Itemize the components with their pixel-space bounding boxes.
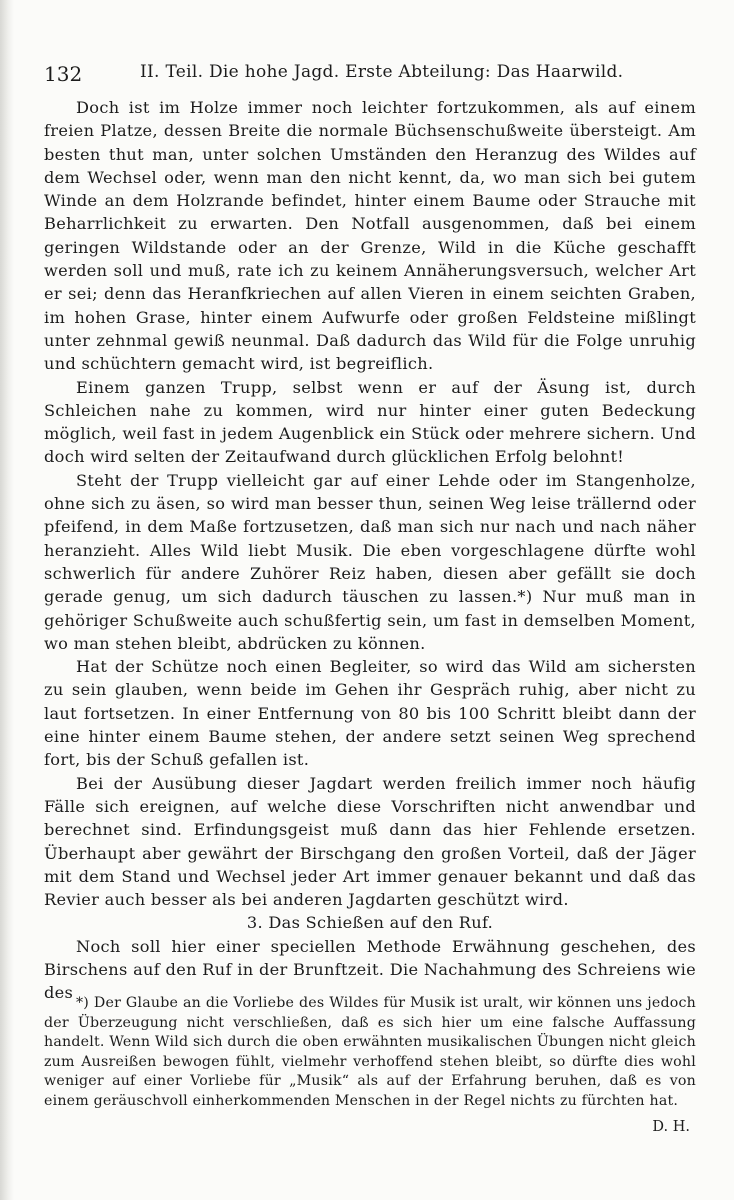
footnote-signature: D. H.	[652, 1119, 690, 1135]
paragraph: Doch ist im Holze immer noch leichter fortzukommen, als auf einem freien Platze, dessen Breite die normale Büchsenschußweite übersteigt. Am besten thut man, unter solchen Umständen den Heranzug des Wildes auf dem Wechsel oder, wenn man den nicht kennt, da, wo man sich bei gutem Winde an dem Holzrande befindet, hinter einem Baume oder Strauche mit Beharrlichkeit zu erwarten. Den Notfall ausgenommen, daß bei einem geringen Wildstande oder an der Grenze, Wild in die Küche geschafft werden soll und muß, rate ich zu keinem Annäherungsversuch, welcher Art er sei; denn das Heranfkriechen auf allen Vieren in einem seichten Graben, im hohen Grase, hinter einem Aufwurfe oder großen Feldsteine mißlingt unter zehnmal gewiß neunmal. Daß dadurch das Wild für die Folge unruhig und schüchtern gemacht wird, ist begreiflich.	[44, 98, 696, 374]
page-edge-shadow	[0, 0, 14, 1200]
footnote	[44, 994, 696, 1112]
paragraph: Bei der Ausübung dieser Jagdart werden freilich immer noch häufig Fälle sich ereignen, auf welche diese Vorschriften nicht anwendbar und berechnet sind. Erfindungsgeist muß dann das hier Fehlende ersetzen. Überhaupt aber gewährt der Birschgang den großen Vorteil, daß der Jäger mit dem Stand und Wechsel jeder Art immer genauer bekannt und daß das Revier auch besser als bei anderen Jagdarten geschützt wird.	[44, 773, 696, 910]
section-paragraph: Noch soll hier einer speciellen Methode Erwähnung geschehen, des Birschens auf den Ruf in der Brunftzeit. Die Nachahmung des Schreiens wie des	[44, 936, 696, 1003]
paragraph: Einem ganzen Trupp, selbst wenn er auf der Äsung ist, durch Schleichen nahe zu kommen, wird nur hinter einer guten Bedeckung möglich, weil fast in jedem Augenblick ein Stück oder mehrere sichern. Und doch wird selten der Zeitaufwand durch glücklichen Erfolg belohnt!	[44, 377, 696, 467]
page-number: 132	[44, 62, 83, 86]
page-header	[44, 60, 704, 88]
paragraph: Steht der Trupp vielleicht gar auf einer Lehde oder im Stangenholze, ohne sich zu äsen, so wird man besser thun, seinen Weg leise trällernd oder pfeifend, in dem Maße fortzusetzen, daß man sich nur nach und nach näher heranzieht. Alles Wild liebt Musik. Die eben vorgeschlagene dürfte wohl schwerlich für andere Zuhörer Reiz haben, diesen aber gefällt sie doch gerade genug, um sich dadurch täuschen zu lassen.*) Nur muß man in gehöriger Schußweite auch schußfertig sein, um fast in demselben Moment, wo man stehen bleibt, abdrücken zu können.	[44, 470, 696, 653]
paragraph: Hat der Schütze noch einen Begleiter, so wird das Wild am sichersten zu sein glauben, wenn beide im Gehen ihr Gespräch ruhig, aber nicht zu laut fortsetzen. In einer Entfernung von 80 bis 100 Schritt bleibt dann der eine hinter einem Baume stehen, der andere setzt seinen Weg sprechend fort, bis der Schuß gefallen ist.	[44, 657, 696, 770]
footnote-text: *) Der Glaube an die Vorliebe des Wildes für Musik ist uralt, wir können uns jedoch der Überzeugung nicht verschließen, daß es sich hier um eine falsche Auffassung handelt. Wenn Wild sich durch die oben erwähnten musikalischen Übungen nicht gleich zum Ausreißen bewogen fühlt, vielmehr verhoffend stehen bleibt, so dürfte dies wohl weniger auf einer Vorliebe für „Musik“ als auf der Erfahrung beruhen, daß es von einem geräuschvoll einherkommenden Menschen in der Regel nichts zu fürchten hat.	[44, 995, 696, 1109]
section-heading: 3. Das Schießen auf den Ruf.	[246, 913, 494, 933]
running-title: II. Teil. Die hohe Jagd. Erste Abteilung: Das Haarwild.	[140, 62, 624, 82]
main-text	[44, 96, 696, 1005]
